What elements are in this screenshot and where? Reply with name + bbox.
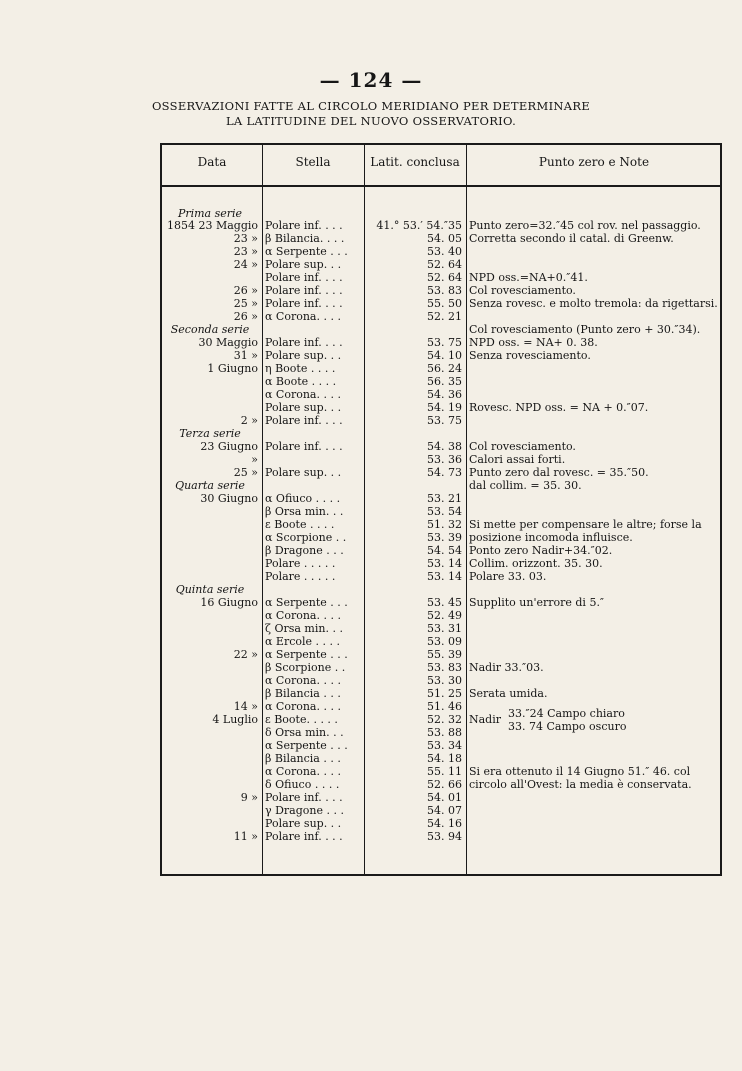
row-latitude: 54. 73 [427,466,462,479]
row-star: Polare inf. . . . [265,414,343,427]
row-latitude: 53. 30 [427,674,462,687]
row-note: Serata umida. [469,687,548,700]
row-date: 30 Giugno [200,492,258,505]
row-date: 25 » [233,466,258,479]
row-date: 24 » [233,258,258,271]
row-date: 26 » [233,310,258,323]
row-date: 9 » [240,791,258,804]
row-note: Punto zero=32.″45 col rov. nel passaggio. [469,219,701,232]
row-star: Polare sup. . . [265,466,342,479]
row-latitude: 53. 39 [427,531,462,544]
page-number: — 124 — [319,68,423,92]
row-latitude: 54. 38 [427,440,462,453]
row-star: α Boote . . . . [265,375,337,388]
row-latitude: 53. 83 [427,661,462,674]
row-star: β Dragone . . . [265,544,344,557]
row-date: 2 » [240,414,258,427]
row-latitude: 52. 49 [427,609,462,622]
row-latitude: 52. 66 [427,778,462,791]
row-star: α Corona. . . . [265,310,341,323]
column-divider [262,145,263,874]
row-star: Polare inf. . . . [265,219,343,232]
row-latitude: 52. 32 [427,713,462,726]
row-latitude: 53. 36 [427,453,462,466]
row-date: 25 » [233,297,258,310]
row-star: ε Boote . . . . [265,518,335,531]
row-star: β Bilancia . . . [265,752,341,765]
row-date: 23 Giugno [200,440,258,453]
row-latitude: 52. 64 [427,271,462,284]
row-latitude: 54. 16 [427,817,462,830]
row-star: Polare sup. . . [265,401,342,414]
row-latitude: 56. 24 [427,362,462,375]
row-star: α Corona. . . . [265,765,341,778]
row-latitude: 54. 10 [427,349,462,362]
row-star: α Ercole . . . . [265,635,340,648]
row-star: Polare inf. . . . [265,830,343,843]
page-title-line-1: OSSERVAZIONI FATTE AL CIRCOLO MERIDIANO PER DETERMINARE [151,99,591,113]
header-stella: Stella [295,155,331,169]
row-latitude: 53. 14 [427,570,462,583]
row-star: Polare inf. . . . [265,297,343,310]
row-star: Polare sup. . . [265,258,342,271]
row-star: α Corona. . . . [265,674,341,687]
row-note: Punto zero dal rovesc. = 35.″50. [469,466,649,479]
series-heading: Terza serie [179,427,241,440]
row-latitude: 53. 34 [427,739,462,752]
row-note: Senza rovesciamento. [469,349,591,362]
row-date: 23 » [233,245,258,258]
row-star: Polare inf. . . . [265,284,343,297]
row-latitude: 54. 18 [427,752,462,765]
row-latitude: 54. 05 [427,232,462,245]
row-note: Calori assai forti. [469,453,566,466]
row-note: Polare 33. 03. [469,570,547,583]
row-date: » [251,453,258,466]
row-latitude: 53. 94 [427,830,462,843]
row-star: α Scorpione . . [265,531,347,544]
row-star: Polare inf. . . . [265,440,343,453]
row-star: α Serpente . . . [265,245,348,258]
row-star: α Corona. . . . [265,609,341,622]
row-note: Si mette per compensare le altre; forse la [469,518,702,531]
row-note: circolo all'Ovest: la media è conservata. [469,778,692,791]
row-latitude: 53. 40 [427,245,462,258]
row-star: α Serpente . . . [265,648,348,661]
row-date: 26 » [233,284,258,297]
header-notes: Punto zero e Note [538,155,650,169]
row-star: α Serpente . . . [265,596,348,609]
row-star: β Bilancia. . . . [265,232,345,245]
row-star: α Corona. . . . [265,388,341,401]
row-star: δ Orsa min. . . [265,726,344,739]
row-star: β Scorpione . . [265,661,346,674]
row-star: Polare sup. . . [265,349,342,362]
header-latitude: Latit. conclusa [370,155,460,169]
row-note: Rovesc. NPD oss. = NA + 0.″07. [469,401,649,414]
row-latitude: 51. 32 [427,518,462,531]
row-star: Polare inf. . . . [265,271,343,284]
row-latitude: 51. 46 [427,700,462,713]
series-heading: Seconda serie [170,323,250,336]
row-note: Supplito un'errore di 5.″ [469,596,605,609]
row-date: 1854 23 Maggio [166,219,258,232]
series-heading: Prima serie [177,207,243,220]
row-note: Col rovesciamento. [469,440,576,453]
row-date: 22 » [233,648,258,661]
observations-table [160,143,722,876]
row-date: 23 » [233,232,258,245]
row-star: α Ofiuco . . . . [265,492,341,505]
row-latitude: 55. 39 [427,648,462,661]
row-star: ε Boote. . . . . [265,713,338,726]
row-date: 11 » [233,830,258,843]
row-latitude: 41.° 53.′ 54.″35 [376,219,462,232]
row-note: Nadir 33.″03. [469,661,544,674]
header-divider [162,185,720,187]
row-date: 4 Luglio [212,713,258,726]
row-star: Polare . . . . . [265,557,336,570]
header-data: Data [197,155,227,169]
row-date: 16 Giugno [200,596,258,609]
row-date: 30 Maggio [198,336,258,349]
row-latitude: 54. 19 [427,401,462,414]
nadir-line-1: 33.″24 Campo chiaro [508,707,625,720]
row-star: β Orsa min. . . [265,505,344,518]
row-latitude: 54. 54 [427,544,462,557]
row-latitude: 53. 21 [427,492,462,505]
row-star: γ Dragone . . . [265,804,344,817]
row-star: ζ Orsa min. . . [265,622,343,635]
row-star: Polare inf. . . . [265,336,343,349]
row-star: Polare sup. . . [265,817,342,830]
column-divider [466,145,467,874]
row-note: Col rovesciamento (Punto zero + 30.″34). [469,323,701,336]
row-date: 31 » [233,349,258,362]
row-latitude: 55. 50 [427,297,462,310]
row-note: Senza rovesc. e molto tremola: da rigettarsi. [469,297,718,310]
row-note: Col rovesciamento. [469,284,576,297]
row-note: Si era ottenuto il 14 Giugno 51.″ 46. col [469,765,691,778]
row-latitude: 53. 45 [427,596,462,609]
row-date: 14 » [233,700,258,713]
row-latitude: 53. 75 [427,336,462,349]
row-latitude: 53. 83 [427,284,462,297]
row-note: Collim. orizzont. 35. 30. [469,557,603,570]
row-latitude: 53. 54 [427,505,462,518]
row-latitude: 53. 75 [427,414,462,427]
nadir-label: Nadir [469,713,502,726]
row-latitude: 53. 14 [427,557,462,570]
row-star: α Corona. . . . [265,700,341,713]
series-heading: Quarta serie [175,479,245,492]
row-latitude: 51. 25 [427,687,462,700]
row-note: dal collim. = 35. 30. [469,479,582,492]
row-note: Ponto zero Nadir+34.″02. [469,544,613,557]
row-star: α Serpente . . . [265,739,348,752]
row-date: 1 Giugno [207,362,258,375]
row-latitude: 56. 35 [427,375,462,388]
row-star: β Bilancia . . . [265,687,341,700]
row-latitude: 53. 88 [427,726,462,739]
row-star: Polare . . . . . [265,570,336,583]
row-note: Corretta secondo il catal. di Greenw. [469,232,674,245]
row-note: NPD oss. = NA+ 0. 38. [469,336,598,349]
nadir-line-2: 33. 74 Campo oscuro [508,720,627,733]
row-latitude: 54. 36 [427,388,462,401]
row-latitude: 53. 31 [427,622,462,635]
series-heading: Quinta serie [175,583,245,596]
row-latitude: 52. 21 [427,310,462,323]
row-latitude: 54. 01 [427,791,462,804]
row-latitude: 54. 07 [427,804,462,817]
row-note: posizione incomoda influisce. [469,531,633,544]
row-note: NPD oss.=NA+0.″41. [469,271,588,284]
row-star: δ Ofiuco . . . . [265,778,340,791]
row-star: Polare inf. . . . [265,791,343,804]
row-latitude: 53. 09 [427,635,462,648]
row-latitude: 55. 11 [427,765,462,778]
page-title-line-2: LA LATITUDINE DEL NUOVO OSSERVATORIO. [225,114,517,128]
row-star: η Boote . . . . [265,362,336,375]
row-latitude: 52. 64 [427,258,462,271]
